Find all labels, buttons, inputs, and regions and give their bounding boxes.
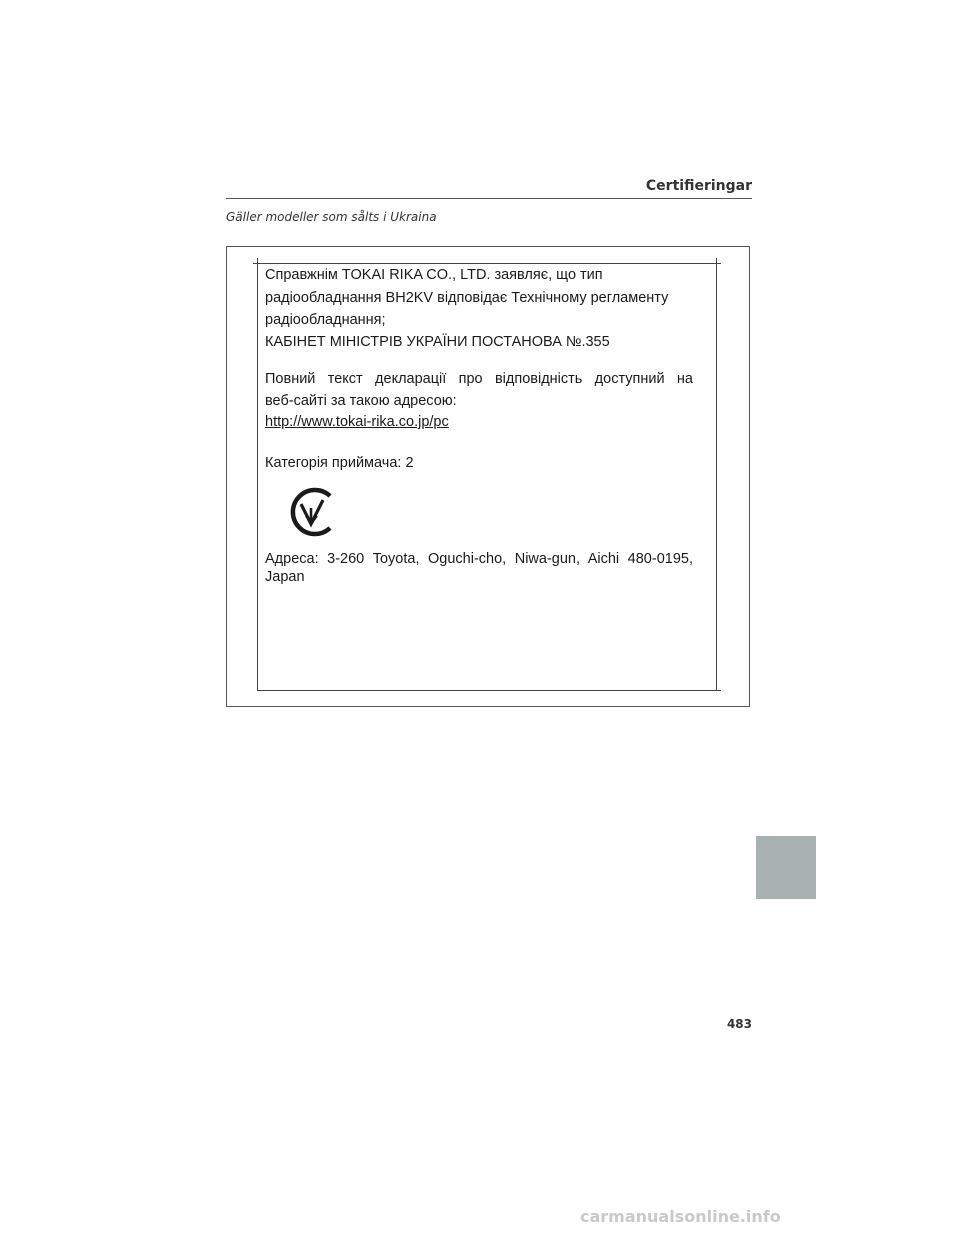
- address-line-1: Адреса: 3-260 Toyota, Oguchi-cho, Niwa-gun, Aichi 480-0195,: [265, 551, 693, 567]
- header-divider: [226, 198, 752, 199]
- receiver-category: Категорія приймача: 2: [265, 455, 414, 471]
- ukraine-conformity-mark-icon: [286, 486, 338, 538]
- page-number: 483: [726, 1017, 752, 1031]
- certificate-line-2: радіообладнання BH2KV відповідає Технічному регламенту: [265, 290, 669, 306]
- address-line-2: Japan: [265, 569, 305, 585]
- watermark: carmanualsonline.info: [580, 1207, 781, 1226]
- corner-tick: [716, 258, 717, 266]
- certificate-line-1: Справжнім TOKAI RIKA CO., LTD. заявляє, що тип: [265, 267, 603, 283]
- corner-tick: [257, 258, 258, 266]
- certificate-line-3: радіообладнання;: [265, 312, 386, 328]
- certificate-line-6: веб-сайті за такою адресою:: [265, 393, 457, 409]
- chapter-side-tab: [756, 836, 816, 899]
- corner-tick: [713, 263, 721, 264]
- certificate-line-5: Повний текст декларації про відповідність доступний на: [265, 371, 693, 387]
- corner-tick: [713, 690, 721, 691]
- declaration-link[interactable]: http://www.tokai-rika.co.jp/pc: [265, 414, 449, 430]
- section-note: Gäller modeller som sålts i Ukraina: [226, 210, 437, 224]
- certificate-line-4: КАБІНЕТ МІНІСТРІВ УКРАЇНИ ПОСТАНОВА №.355: [265, 334, 610, 350]
- page-header-title: Certifieringar: [645, 178, 752, 194]
